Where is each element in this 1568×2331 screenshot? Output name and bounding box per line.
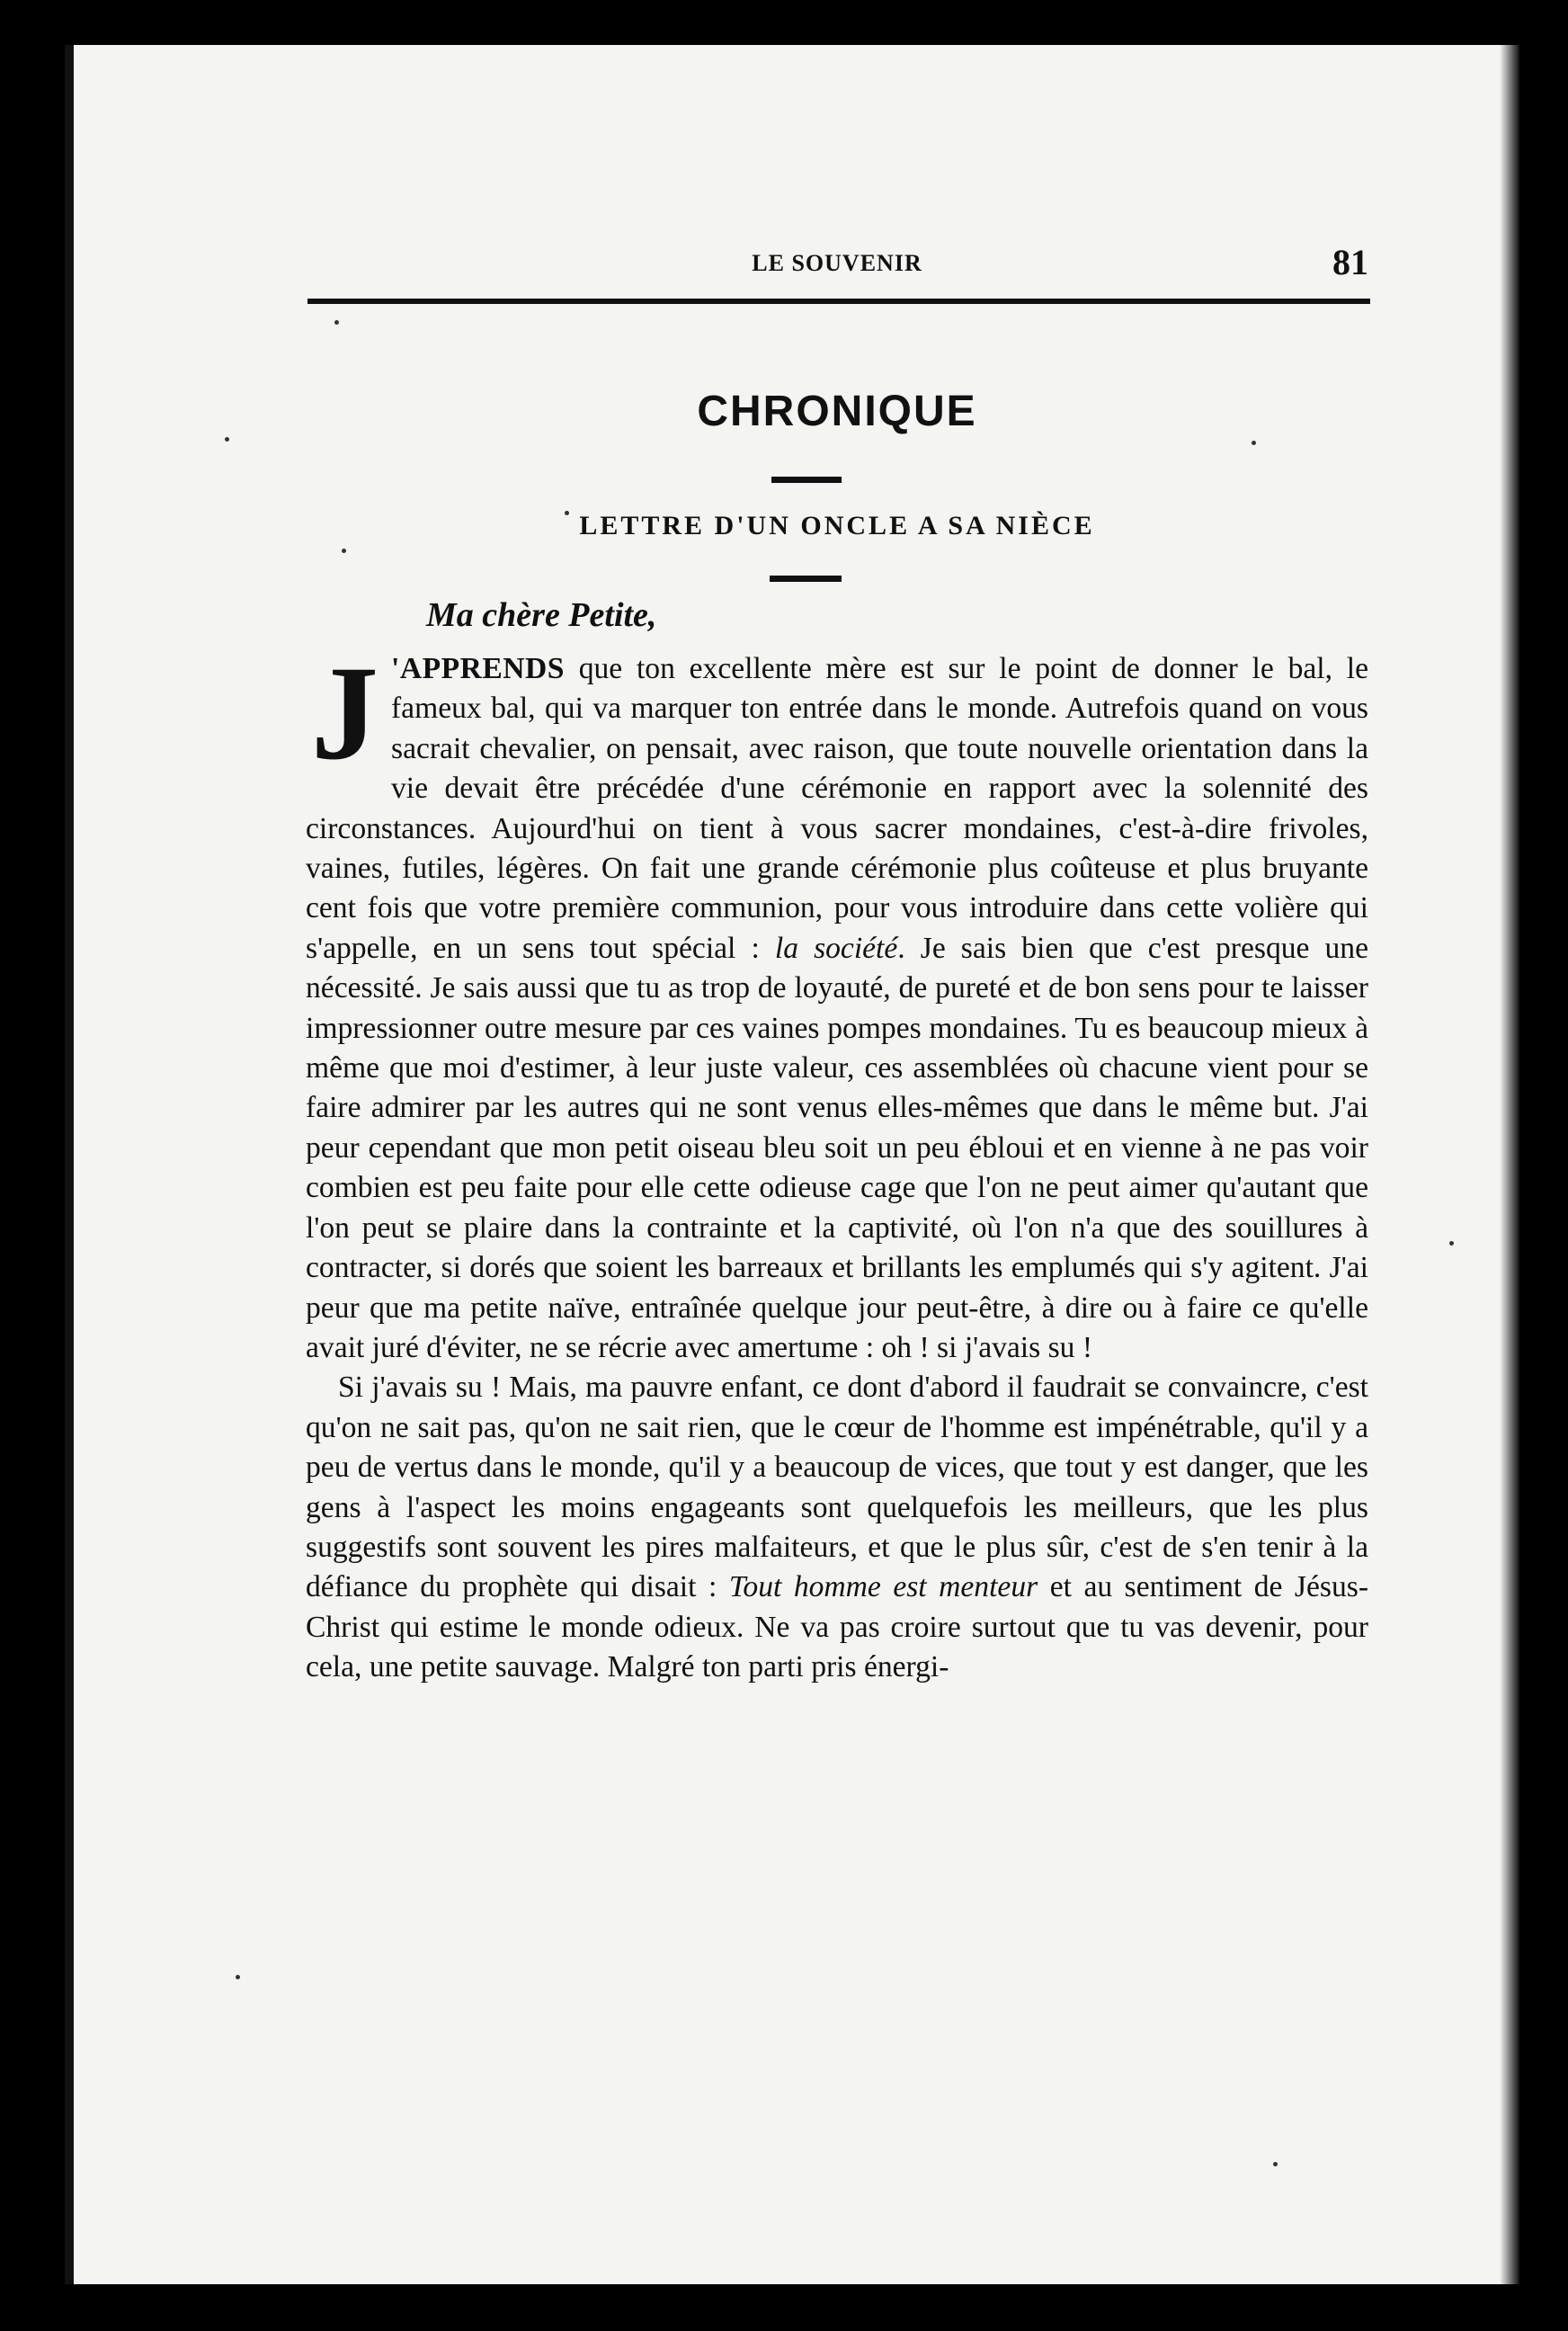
page-left-edge bbox=[65, 45, 74, 2284]
title-rule-top bbox=[771, 477, 842, 483]
scan-speck bbox=[334, 320, 339, 325]
header-rule bbox=[307, 299, 1370, 304]
article-body bbox=[306, 639, 1369, 1688]
page-number: 81 bbox=[1332, 242, 1368, 282]
paragraph-text: et au sentiment de Jésus-Christ qui estime le monde odieux. Ne va pas croire surtout que tu vas devenir, pour cela, une petite sauvage. Malgré ton parti pris énergi- bbox=[306, 1570, 1369, 1684]
lead-word: 'APPRENDS bbox=[391, 652, 565, 685]
running-title: LE SOUVENIR bbox=[752, 250, 922, 276]
paragraph bbox=[306, 639, 1368, 1368]
salutation: Ma chère Petite, bbox=[426, 596, 657, 634]
paragraph-text: . Je sais bien que c'est presque une nécessité. Je sais aussi que tu as trop de loyauté, de pureté et de bon sens pour te laisser impressionner outre mesure par ces vaines pompes mondaines. Tu es beaucoup mieux à même que moi d'estimer, à leur juste valeur, ces assemblées où chacune vient pour se faire admirer par les autres qui ne sont venus elles-mêmes que dans le même but. J'ai peur cependant que mon petit oiseau bleu soit un peu ébloui et en vienne à ne pas voir combien est peu faite pour elle cette odieuse cage que l'on ne peut aimer qu'autant que l'on peut se plaire dans la contrainte et la captivité, où l'on n'a que des souillures à contracter, si dorés que soient les barreaux et brillants les emplumés qui s'y agitent. J'ai peur que ma petite naïve, entraînée quelque jour peut-être, à dire ou à faire ce qu'elle avait juré d'éviter, ne se récrie avec amertume : oh ! si j'avais su ! bbox=[306, 931, 1368, 1364]
scan-speck bbox=[1273, 2162, 1278, 2166]
page-right-edge bbox=[1500, 45, 1519, 2284]
paragraph-text: que ton excellente mère est sur le point de donner le bal, le fameux bal, qui va marquer ton entrée dans le monde. Autrefois quand on vous sacrait chevalier, on pensait, avec raison, que toute nouvelle orientation dans la vie devait être précédée d'une cérémonie en rapport avec la solennité des circonstances. Aujourd'hui on tient à vous sacrer mondaines, c'est-à-dire frivoles, vaines, futiles, légères. On fait une grande cérémonie plus coûteuse et plus bruyante cent fois que votre première communion, pour vous introduire dans cette volière qui s'appelle, en un sens tout spécial : bbox=[306, 652, 1368, 965]
scan-speck bbox=[342, 549, 346, 553]
italic-phrase: la société bbox=[774, 931, 898, 965]
paragraph-text: Si j'avais su ! Mais, ma pauvre enfant, ce dont d'abord il faudrait se convaincre, c'est qu'on ne sait pas, qu'on ne sait rien, que le cœur de l'homme est impénétrable, qu'il y a peu de vertus dans le monde, qu'il y a beaucoup de vices, que tout y est danger, que les gens à l'aspect les moins engageants sont quelquefois les meilleurs, que les plus suggestifs sont souvent les pires malfaiteurs, et que le plus sûr, c'est de s'en tenir à la défiance du prophète qui disait : bbox=[306, 1371, 1368, 1604]
paragraph bbox=[306, 1368, 1368, 1687]
article-subtitle: LETTRE D'UN ONCLE A SA NIÈCE bbox=[579, 511, 1095, 540]
section-title: CHRONIQUE bbox=[697, 388, 977, 435]
scan-speck bbox=[1449, 1241, 1454, 1246]
italic-quote: Tout homme est menteur bbox=[728, 1570, 1038, 1604]
scan-speck bbox=[225, 437, 229, 442]
scan-speck bbox=[236, 1975, 240, 1979]
title-rule-bottom bbox=[770, 576, 842, 582]
scan-speck bbox=[1252, 441, 1256, 445]
scan-speck bbox=[565, 511, 569, 515]
page-header bbox=[306, 241, 1368, 297]
scanned-page bbox=[65, 45, 1519, 2284]
drop-cap: J bbox=[311, 639, 379, 788]
